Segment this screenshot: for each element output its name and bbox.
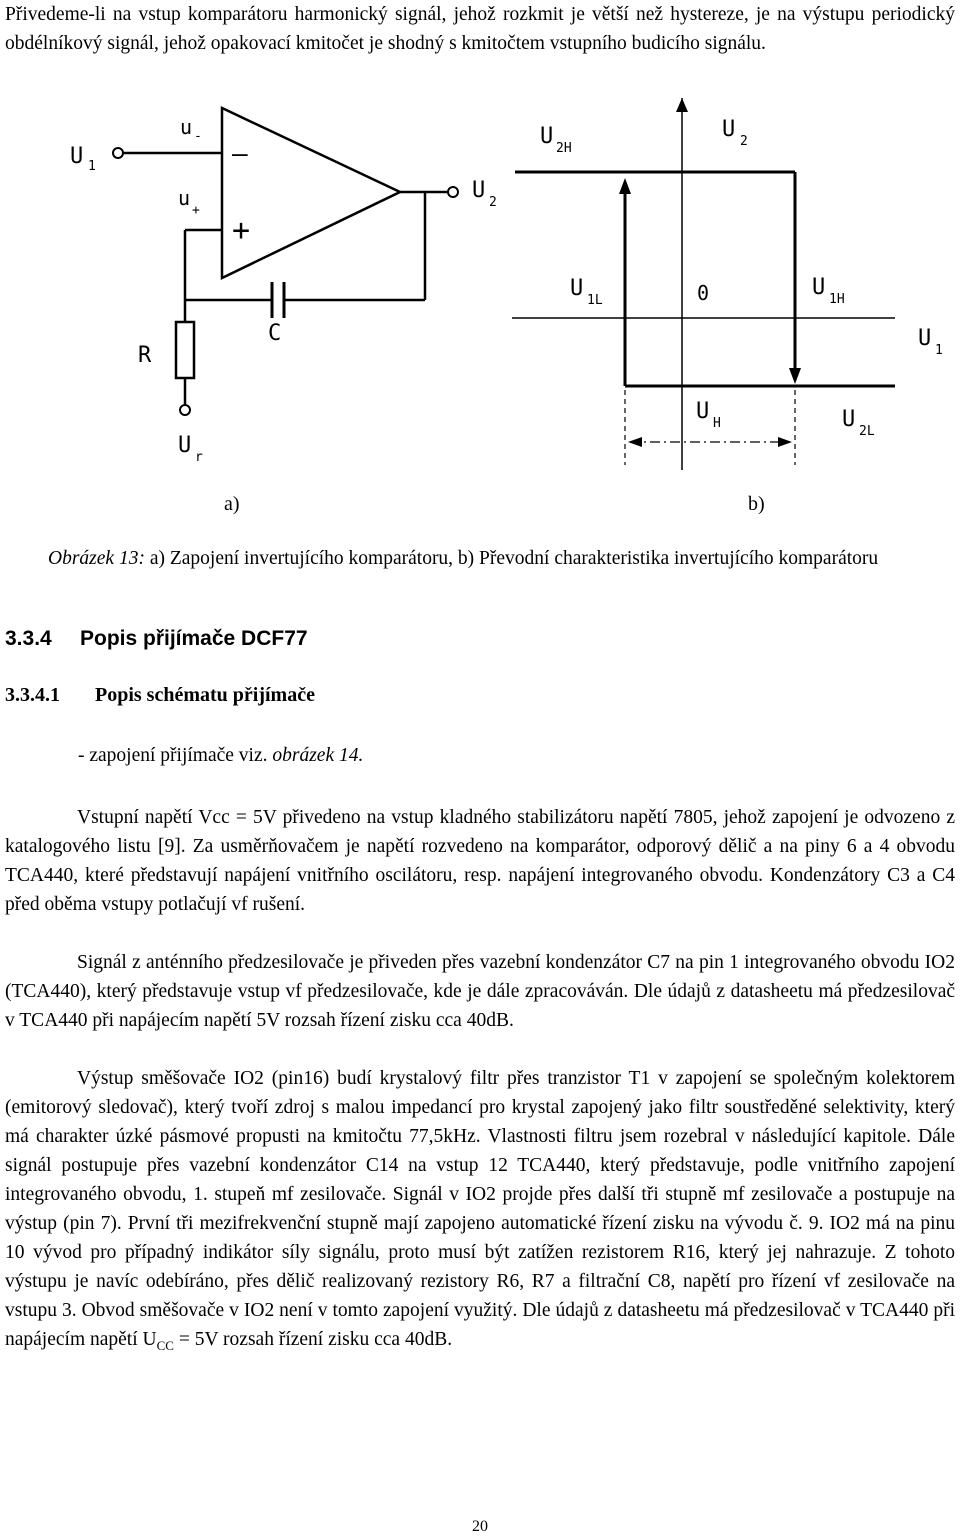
- comparator-figure: [0, 0, 960, 500]
- intro-paragraph: Přivedeme-li na vstup komparátoru harmonický signál, jehož rozkmit je větší než hystereze, je na výstupu periodický obdélníkový signál, jehož opakovací kmitočet je shodný s kmitočtem vstupního budicího signálu.: [5, 4, 955, 54]
- comparator-schematic: [123, 108, 448, 404]
- label-u1l: U: [570, 276, 584, 301]
- svg-text:r: r: [195, 450, 203, 465]
- subfigure-a-label: a): [224, 493, 240, 515]
- figure-caption: [48, 544, 960, 573]
- label-u1h: U: [812, 275, 826, 300]
- list-item: - zapojení přijímače viz. obrázek 14.: [78, 745, 364, 766]
- label-u2l: U: [842, 407, 856, 432]
- label-u-plus: u: [178, 186, 191, 210]
- label-origin: 0: [697, 281, 710, 305]
- label-u2-out: U: [472, 178, 486, 203]
- minus-sign: —: [232, 139, 248, 169]
- label-u2h: U: [540, 124, 554, 149]
- svg-text:-: -: [194, 129, 202, 144]
- label-u1-axis: U: [918, 326, 932, 351]
- svg-text:2: 2: [489, 195, 497, 210]
- svg-text:1: 1: [935, 343, 943, 358]
- paragraph-3: Výstup směšovače IO2 (pin16) budí krystalový filtr přes tranzistor T1 v zapojení se společným kolektorem (emitorový sledovač), který tvoří zdroj s malou impedancí pro krystal zapojený jako filtr soustředěné selektivity, který má charakter úzké pásmové propusti na kmitočtu 77,5kHz. Vlastnosti filtru jsem rozebral v následující kapitole. Dále signál postupuje přes vazební kondenzátor C14 na vstup 12 TCA440, který představuje, podle vnitřního zapojení integrovaného obvodu, 1. stupeň mf zesilovače. Signál v IO2 projde přes další tři stupně mf zesilovače a postupuje na výstup (pin 7). První tři mezifrekvenční stupně mají zapojeno automatické řízení zisku na vývodu č. 9. IO2 má na pinu 10 vývod pro případný indikátor síly signálu, proto musí být zatížen rezistorem R16, který jej nahrazuje. Z tohoto výstupu je navíc odebíráno, přes dělič realizovaný rezistory R6, R7 a filtrační C8, napětí pro řízení vf zesilovače na vstupu 3. Obvod směšovače v IO2 není v tomto zapojení využitý. Dle údajů z datasheetu má předzesilovač v TCA440 při napájecím napětí $U_{CC} = 5V$ rozsah řízení zisku cca 40dB.: [5, 1068, 955, 1353]
- svg-text:1H: 1H: [829, 292, 845, 307]
- plus-sign: +: [232, 213, 251, 248]
- subfigure-b-label: b): [748, 493, 765, 515]
- output-terminal-u2: [448, 187, 458, 197]
- svg-text:H: H: [713, 416, 721, 431]
- svg-text:1L: 1L: [587, 293, 603, 308]
- svg-text:2L: 2L: [859, 424, 875, 439]
- paragraph-1: Vstupní napětí Vcc = 5V přivedeno na vstup kladného stabilizátoru napětí 7805, jehož zapojení je odvozeno z katalogového listu [9]. Za usměrňovačem je napětí rozvedeno na komparátor, odporový dělič a na piny 6 a 4 obvodu TCA440, které představují napájení vnitřního oscilátoru, resp. napájení integrovaného obvodu. Kondenzátory C3 a C4 před oběma vstupy potlačují vf rušení.: [5, 807, 955, 915]
- y-axis-arrow-icon: [676, 98, 688, 112]
- label-ur: U: [178, 433, 192, 458]
- label-u2-axis: U: [722, 117, 736, 142]
- label-uh: U: [696, 399, 710, 424]
- svg-text:1: 1: [88, 159, 96, 174]
- caption-text: a) Zapojení invertujícího komparátoru, b) Převodní charakteristika invertujícího komparátoru: [144, 548, 879, 569]
- input-terminal-u1: [113, 148, 123, 158]
- page-number: 20: [472, 1518, 488, 1535]
- caption-prefix: Obrázek 13:: [48, 548, 145, 569]
- svg-text:2H: 2H: [556, 141, 572, 156]
- subscript-cc: CC: [156, 1337, 174, 1353]
- down-arrow-icon: [789, 368, 801, 384]
- label-u1: U: [70, 144, 84, 169]
- label-c: C: [268, 321, 282, 346]
- svg-text:+: +: [192, 203, 200, 218]
- section-heading: 3.3.4 Popis přijímače DCF77: [5, 627, 308, 650]
- dim-arrow-right-icon: [778, 437, 792, 447]
- svg-text:2: 2: [740, 134, 748, 149]
- reference-terminal-ur: [180, 405, 190, 415]
- up-arrow-icon: [619, 178, 631, 194]
- dim-arrow-left-icon: [628, 437, 642, 447]
- subsection-heading: 3.3.4.1 Popis schématu přijímače: [5, 684, 315, 706]
- label-r: R: [138, 343, 152, 368]
- paragraph-2: Signál z anténního předzesilovače je přiveden přes vazební kondenzátor C7 na pin 1 integrovaného obvodu IO2 (TCA440), který představuje vstup vf předzesilovače, kde je dále zpracováván. Dle údajů z datasheetu má předzesilovač v TCA440 při napájecím napětí 5V rozsah řízení zisku cca 40dB.: [5, 952, 955, 1031]
- label-u-minus: u: [180, 115, 193, 139]
